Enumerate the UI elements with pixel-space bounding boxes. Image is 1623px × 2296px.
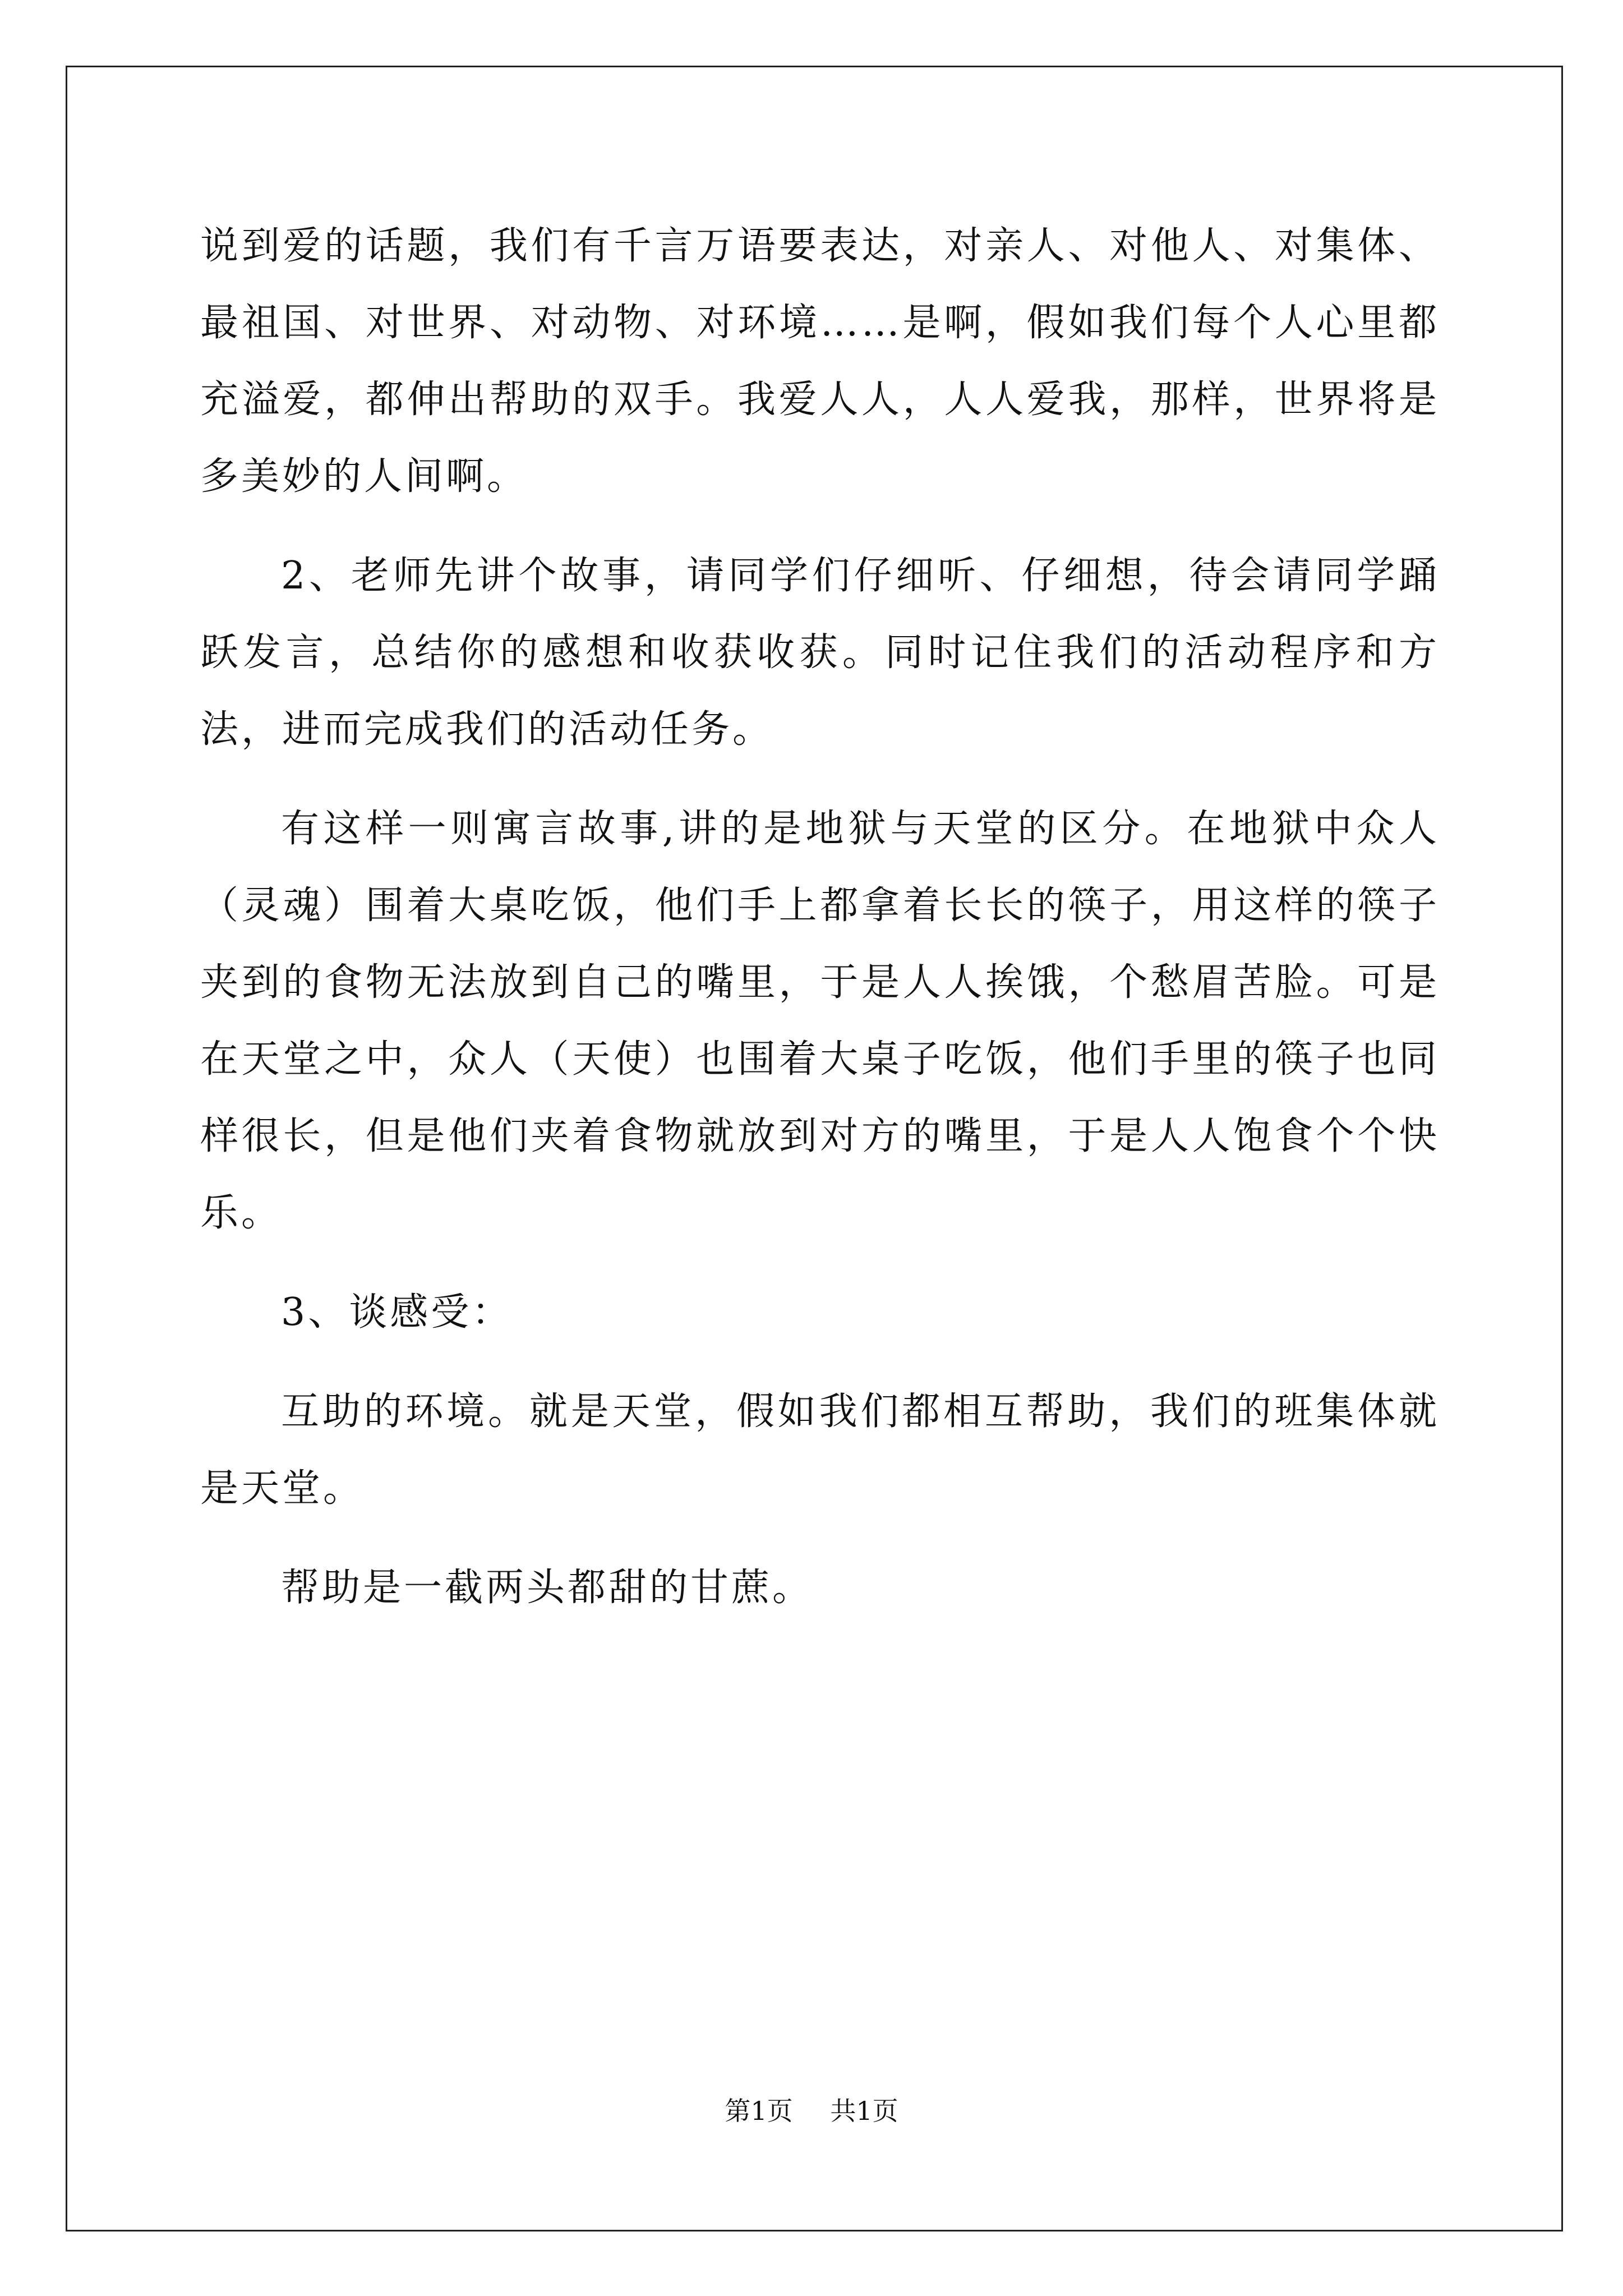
paragraph-step-2: 2、老师先讲个故事，请同学们仔细听、仔细想，待会请同学踊跃发言，总结你的感想和收获收获。同时记住我们的活动程序和方法，进而完成我们的活动任务。 — [200, 554, 1440, 752]
document-body — [200, 208, 1440, 1649]
paragraph-intro: 说到爱的话题，我们有千言万语要表达，对亲人、对他人、对集体、最祖国、对世界、对动物、对环境……是啊，假如我们每个人心里都充溢爱，都伸出帮助的双手。我爱人人，人人爱我，那样，世界将是多美妙的人间啊。 — [200, 224, 1440, 499]
page-footer — [0, 2094, 1623, 2128]
page-number-total: 共1页 — [830, 2096, 898, 2126]
paragraph-mutual-help: 互助的环境。就是天堂，假如我们都相互帮助，我们的班集体就是天堂。 — [200, 1389, 1440, 1511]
page-number-current: 第1页 — [725, 2096, 793, 2126]
paragraph-fable: 有这样一则寓言故事,讲的是地狱与天堂的区分。在地狱中众人（灵魂）围着大桌吃饭，他们手上都拿着长长的筷子，用这样的筷子夹到的食物无法放到自己的嘴里，于是人人挨饿，个愁眉苦脸。可是在天堂之中，众人（天使）也围着大桌子吃饭，他们手里的筷子也同样很长，但是他们夹着食物就放到对方的嘴里，于是人人饱食个个快乐。 — [200, 807, 1440, 1235]
paragraph-step-3: 3、谈感受： — [281, 1290, 513, 1335]
paragraph-sugarcane: 帮助是一截两头都甜的甘蔗。 — [281, 1566, 814, 1610]
